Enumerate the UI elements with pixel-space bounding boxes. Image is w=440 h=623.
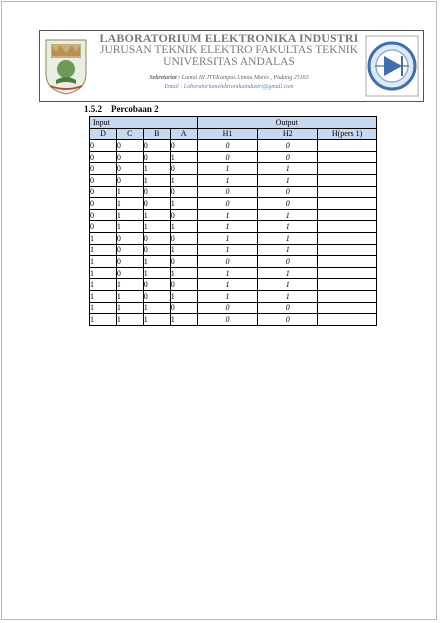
table-cell: 1 bbox=[258, 232, 318, 244]
table-cell: 1 bbox=[116, 279, 143, 291]
table-cell: 1 bbox=[170, 198, 197, 210]
email-line: Email : Laboratoriumelektronikaindustri@gmail.com bbox=[164, 84, 294, 90]
column-header: H2 bbox=[258, 128, 318, 140]
output-group-label: Output bbox=[197, 117, 376, 129]
section-heading bbox=[84, 104, 159, 114]
table-cell-empty bbox=[318, 163, 377, 175]
table-cell: 1 bbox=[258, 163, 318, 175]
lab-logo-icon bbox=[365, 35, 419, 97]
table-cell: 0 bbox=[197, 198, 258, 210]
table-cell: 0 bbox=[143, 198, 170, 210]
table-cell: 0 bbox=[170, 140, 197, 152]
table-row bbox=[90, 163, 377, 175]
address-line bbox=[98, 74, 360, 83]
university-name: UNIVERSITAS ANDALAS bbox=[163, 56, 295, 68]
table-row bbox=[90, 140, 377, 152]
table-cell: 1 bbox=[197, 290, 258, 302]
table-cell: 0 bbox=[170, 302, 197, 314]
table-cell-empty bbox=[318, 279, 377, 291]
table-cell: 1 bbox=[197, 267, 258, 279]
table-cell: 0 bbox=[90, 221, 117, 233]
address-label: Sekretariat : bbox=[149, 75, 181, 81]
table-cell: 0 bbox=[197, 151, 258, 163]
section-number: 1.5.2 bbox=[84, 104, 102, 114]
table-cell: 1 bbox=[90, 244, 117, 256]
table-cell: 1 bbox=[143, 209, 170, 221]
table-cell: 1 bbox=[143, 256, 170, 268]
table-cell: 0 bbox=[258, 151, 318, 163]
table-cell: 0 bbox=[90, 163, 117, 175]
table-cell-empty bbox=[318, 186, 377, 198]
table-cell: 0 bbox=[116, 232, 143, 244]
table-cell: 1 bbox=[197, 244, 258, 256]
table-cell: 1 bbox=[197, 221, 258, 233]
address-text: Lantai III JTEKampus Limau Manis , Padang 25163 bbox=[181, 75, 309, 81]
table-row bbox=[90, 198, 377, 210]
table-row bbox=[90, 256, 377, 268]
table-cell: 1 bbox=[90, 232, 117, 244]
table-cell: 1 bbox=[90, 302, 117, 314]
table-cell: 0 bbox=[116, 256, 143, 268]
table-cell: 1 bbox=[258, 267, 318, 279]
table-cell: 0 bbox=[258, 302, 318, 314]
lab-name: LABORATORIUM ELEKTRONIKA INDUSTRI bbox=[99, 31, 359, 45]
table-row bbox=[90, 267, 377, 279]
table-cell: 0 bbox=[258, 198, 318, 210]
table-cell: 1 bbox=[197, 174, 258, 186]
table-cell: 1 bbox=[143, 302, 170, 314]
table-row bbox=[90, 290, 377, 302]
table-cell: 1 bbox=[143, 221, 170, 233]
table-cell: 1 bbox=[258, 221, 318, 233]
table-cell: 0 bbox=[197, 140, 258, 152]
table-row bbox=[90, 279, 377, 291]
table-cell: 0 bbox=[90, 140, 117, 152]
table-cell: 1 bbox=[143, 163, 170, 175]
table-cell: 0 bbox=[197, 302, 258, 314]
table-cell: 1 bbox=[258, 290, 318, 302]
truth-table bbox=[89, 116, 377, 326]
table-cell: 0 bbox=[116, 174, 143, 186]
table-cell: 0 bbox=[258, 314, 318, 326]
table-cell: 0 bbox=[170, 186, 197, 198]
table-cell: 0 bbox=[90, 174, 117, 186]
table-cell: 0 bbox=[90, 186, 117, 198]
table-cell: 1 bbox=[116, 290, 143, 302]
table-cell-empty bbox=[318, 232, 377, 244]
table-cell: 0 bbox=[116, 151, 143, 163]
table-cell: 1 bbox=[258, 244, 318, 256]
table-column-header bbox=[90, 128, 377, 140]
table-cell: 1 bbox=[90, 256, 117, 268]
table-cell: 1 bbox=[116, 198, 143, 210]
table-cell: 0 bbox=[143, 290, 170, 302]
table-row bbox=[90, 232, 377, 244]
column-header: C bbox=[116, 128, 143, 140]
table-cell-empty bbox=[318, 209, 377, 221]
section-title: Percobaan 2 bbox=[111, 104, 159, 114]
table-cell: 1 bbox=[197, 209, 258, 221]
table-cell: 1 bbox=[170, 267, 197, 279]
table-cell: 0 bbox=[197, 256, 258, 268]
table-row bbox=[90, 174, 377, 186]
table-cell: 0 bbox=[258, 256, 318, 268]
table-cell: 0 bbox=[116, 244, 143, 256]
table-cell: 1 bbox=[170, 174, 197, 186]
table-cell: 1 bbox=[197, 232, 258, 244]
table-cell: 0 bbox=[258, 140, 318, 152]
table-row bbox=[90, 209, 377, 221]
university-logo-icon bbox=[42, 34, 90, 96]
table-cell: 0 bbox=[143, 232, 170, 244]
table-cell: 0 bbox=[143, 151, 170, 163]
table-cell: 1 bbox=[116, 186, 143, 198]
table-cell-empty bbox=[318, 174, 377, 186]
table-cell: 0 bbox=[258, 186, 318, 198]
table-cell: 0 bbox=[143, 140, 170, 152]
input-group-label: Input bbox=[90, 117, 198, 129]
table-cell: 0 bbox=[170, 279, 197, 291]
table-cell: 1 bbox=[90, 314, 117, 326]
table-cell-empty bbox=[318, 302, 377, 314]
table-cell: 1 bbox=[170, 244, 197, 256]
table-cell: 1 bbox=[258, 279, 318, 291]
table-cell: 1 bbox=[90, 267, 117, 279]
table-cell-empty bbox=[318, 244, 377, 256]
department-name: JURUSAN TEKNIK ELEKTRO FAKULTAS TEKNIK bbox=[99, 44, 359, 56]
table-cell: 1 bbox=[90, 290, 117, 302]
table-cell: 1 bbox=[258, 209, 318, 221]
table-cell-empty bbox=[318, 267, 377, 279]
table-cell: 0 bbox=[116, 140, 143, 152]
letterhead bbox=[39, 30, 424, 102]
table-cell: 1 bbox=[116, 209, 143, 221]
column-header: H(pers 1) bbox=[318, 128, 377, 140]
table-cell: 1 bbox=[143, 267, 170, 279]
table-cell-empty bbox=[318, 290, 377, 302]
table-row bbox=[90, 221, 377, 233]
table-cell: 0 bbox=[170, 209, 197, 221]
table-cell: 1 bbox=[143, 174, 170, 186]
table-cell: 0 bbox=[197, 314, 258, 326]
table-cell: 1 bbox=[116, 314, 143, 326]
table-row bbox=[90, 314, 377, 326]
table-cell: 1 bbox=[170, 290, 197, 302]
column-header: H1 bbox=[197, 128, 258, 140]
table-cell: 0 bbox=[170, 256, 197, 268]
column-header: D bbox=[90, 128, 117, 140]
table-cell: 0 bbox=[116, 163, 143, 175]
table-row bbox=[90, 186, 377, 198]
table-cell: 0 bbox=[170, 232, 197, 244]
table-cell: 1 bbox=[170, 221, 197, 233]
table-cell: 1 bbox=[170, 314, 197, 326]
table-cell-empty bbox=[318, 314, 377, 326]
table-cell: 0 bbox=[197, 186, 258, 198]
table-cell: 1 bbox=[197, 163, 258, 175]
column-header: B bbox=[143, 128, 170, 140]
table-cell: 0 bbox=[90, 198, 117, 210]
table-cell: 1 bbox=[90, 279, 117, 291]
column-header: A bbox=[170, 128, 197, 140]
table-cell-empty bbox=[318, 198, 377, 210]
table-cell: 0 bbox=[143, 186, 170, 198]
table-row bbox=[90, 302, 377, 314]
table-cell-empty bbox=[318, 140, 377, 152]
table-cell: 1 bbox=[197, 279, 258, 291]
table-cell: 1 bbox=[258, 174, 318, 186]
table-cell: 0 bbox=[143, 244, 170, 256]
table-cell: 0 bbox=[116, 267, 143, 279]
table-row bbox=[90, 244, 377, 256]
table-cell: 0 bbox=[170, 163, 197, 175]
table-group-header bbox=[90, 117, 377, 129]
table-row bbox=[90, 151, 377, 163]
table-cell-empty bbox=[318, 221, 377, 233]
table-cell: 1 bbox=[170, 151, 197, 163]
table-cell: 1 bbox=[116, 221, 143, 233]
table-cell: 1 bbox=[143, 314, 170, 326]
table-cell: 0 bbox=[90, 209, 117, 221]
table-cell: 1 bbox=[116, 302, 143, 314]
table-cell-empty bbox=[318, 151, 377, 163]
table-cell-empty bbox=[318, 256, 377, 268]
table-cell: 0 bbox=[90, 151, 117, 163]
table-cell: 0 bbox=[143, 279, 170, 291]
